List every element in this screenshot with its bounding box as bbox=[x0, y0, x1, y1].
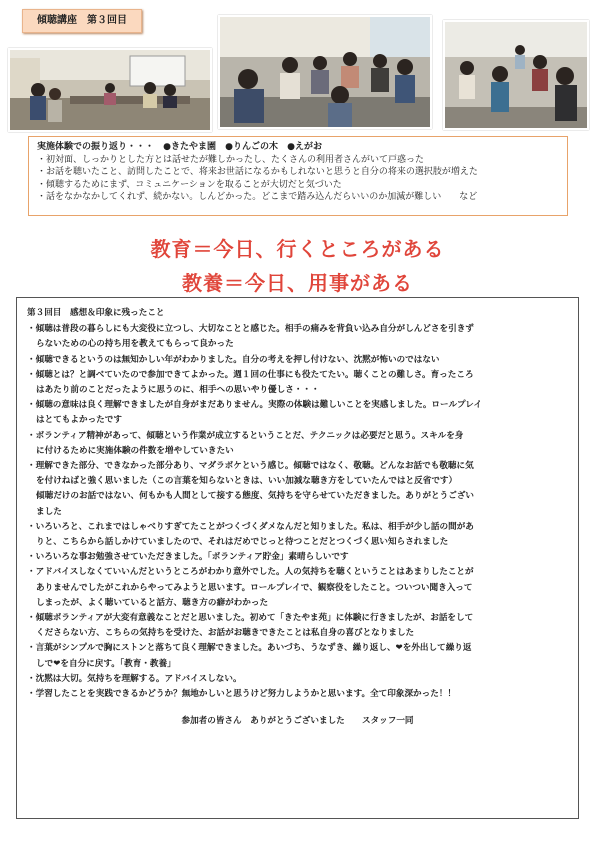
page-title: 傾聴講座 第３回目 bbox=[37, 15, 127, 26]
impression-item-continuation: しまったが、よく聴いていると話方、聴き方の癖がわかった bbox=[36, 597, 269, 608]
impression-item-continuation: ありませんでしたがこれからやってみようと思います。ロールプレイで、観察役をしたこと。ついつい聞き入って bbox=[36, 582, 473, 593]
impression-item-continuation: りと、こちらから話しかけていましたので、それはだめでじっと待つことだとつくづく思い知らされました bbox=[36, 537, 449, 548]
impressions-list bbox=[27, 322, 568, 702]
experience-line: ・傾聴するためにまず、コミュニケーションを取ることが大切だと気づいた bbox=[37, 179, 342, 190]
impression-item: ・学習したことを実践できるかどうか？無地かしいと思うけど努力しようかと思います。全て印象深かった！！ bbox=[27, 689, 457, 700]
experience-line: ・お話を聴いたこと、訪問したことで、将来お世話になるかもしれないと思うと自分の将来の選択肢が増えた bbox=[37, 167, 478, 177]
impression-item: ・傾聴できるというのは無知かしい年がわかりました。自分の考えを押し付けない、沈黙が怖いのではない bbox=[27, 354, 440, 365]
impression-item: ・傾聴の意味は良く理解できましたが自身がまだありません。実際の体験は難しいことを実感しました。ロールプレイ bbox=[27, 400, 483, 411]
impression-item-continuation: はとてもよかったです bbox=[36, 415, 122, 426]
impressions-footer: 参加者の皆さん ありがとうございました スタッフ一同 bbox=[181, 716, 414, 727]
photo-meeting-room bbox=[8, 48, 212, 132]
impression-item: ・理解できた部分、できなかった部分あり、マダラボケという感じ。傾聴ではなく、敬聴。どんなお話でも敬聴に気 bbox=[27, 461, 474, 472]
impression-item-continuation: しで❤を自分に戻す。「教育・教養」 bbox=[36, 658, 176, 669]
impression-item-continuation: 傾聴だけのお話ではない、何もかも人間として接する態度、気持ちを守らせていただきました。ありがとうござい bbox=[36, 491, 475, 502]
impression-item: ・言葉がシンプルで胸にストンと落ちて良く理解できました。あいづち、うなずき、繰り返し、❤を外出して繰り返 bbox=[27, 643, 472, 654]
impression-item: ・いろいろな事お勉強させていただきました。「ボランティア貯金」素晴らしいです bbox=[27, 552, 349, 563]
impression-item: ・傾聴とは？と調べていたので参加できてよかった。週１回の仕事にも役たてたい。聴くことの難しさ。育ったころ bbox=[27, 369, 474, 380]
venue-label: ●きたやま園 bbox=[163, 142, 217, 152]
impression-item: ・アドバイスしなくていいんだというところがわかり意外でした。人の気持ちを聴くということはあまりしたことが bbox=[27, 567, 474, 578]
impression-item: ・沈黙は大切。気持ちを理解する。アドバイスしない。 bbox=[27, 673, 242, 684]
experience-heading-row bbox=[37, 141, 559, 154]
impressions-box bbox=[16, 297, 579, 819]
impression-item: ・ボランティア精神があって、傾聴という作業が成立するということだ、テクニックは必要だと思う。スキルを身 bbox=[27, 430, 464, 441]
impression-item: ・傾聴は普段の暮らしにも大変役に立つし、大切なことと感じた。相手の痛みを背負い込み自分がしんどさを引きず bbox=[27, 324, 474, 335]
photo-group-discussion bbox=[218, 15, 432, 129]
venue-label: ●りんごの木 bbox=[225, 142, 279, 152]
photo-pair-practice bbox=[443, 20, 589, 130]
experience-line: ・初対面、しっかりとした方とは話せたが難しかったし、たくさんの利用者さんがいて戸惑った bbox=[37, 154, 425, 165]
impression-item-continuation: らないための心の持ち用を教えてもらって良かった bbox=[36, 339, 234, 350]
impression-item-continuation: を付けねばと強く思いました（この言葉を知らないときは、いい加減な聴き方をしていたんではと反省です） bbox=[36, 476, 458, 487]
impression-item-continuation: はあたり前のことだったように思うのに、相手への思いやり優しさ・・・ bbox=[36, 385, 320, 396]
impression-item-continuation: ました bbox=[36, 506, 62, 517]
impression-item-continuation: くださらない方、こちらの気持ちを受けた、お話がお聴きできたことは私自身の喜びとなりました bbox=[36, 628, 415, 639]
experience-line: ・話をなかなかしてくれず、続かない。しんどかった。どこまで踏み込んだらいいのか加減が難しい など bbox=[37, 192, 478, 202]
impression-item-continuation: に付けるために実施体験の件数を増やしていきたい bbox=[36, 445, 234, 456]
impressions-title: 第３回目 感想＆印象に残ったこと bbox=[27, 308, 165, 318]
impression-item: ・いろいろと、これまではしゃべりすぎてたことがつくづくダメなんだと知りました。私は、相手が少し話の間があ bbox=[27, 521, 474, 532]
impression-item: ・傾聴ボランティアが大変有意義なことだと思いました。初めて「きたやま苑」に体験に行きましたが、お話をして bbox=[27, 613, 474, 624]
venue-label: ●えがお bbox=[287, 142, 323, 152]
page-title-badge bbox=[22, 9, 142, 33]
experience-heading: 実施体験での振り返り・・・ bbox=[37, 142, 155, 152]
experience-reflection-box bbox=[28, 136, 568, 216]
slogan-education: 教育＝今日、行くところがある bbox=[150, 237, 445, 261]
slogan-culture: 教養＝今日、用事がある bbox=[182, 271, 413, 295]
